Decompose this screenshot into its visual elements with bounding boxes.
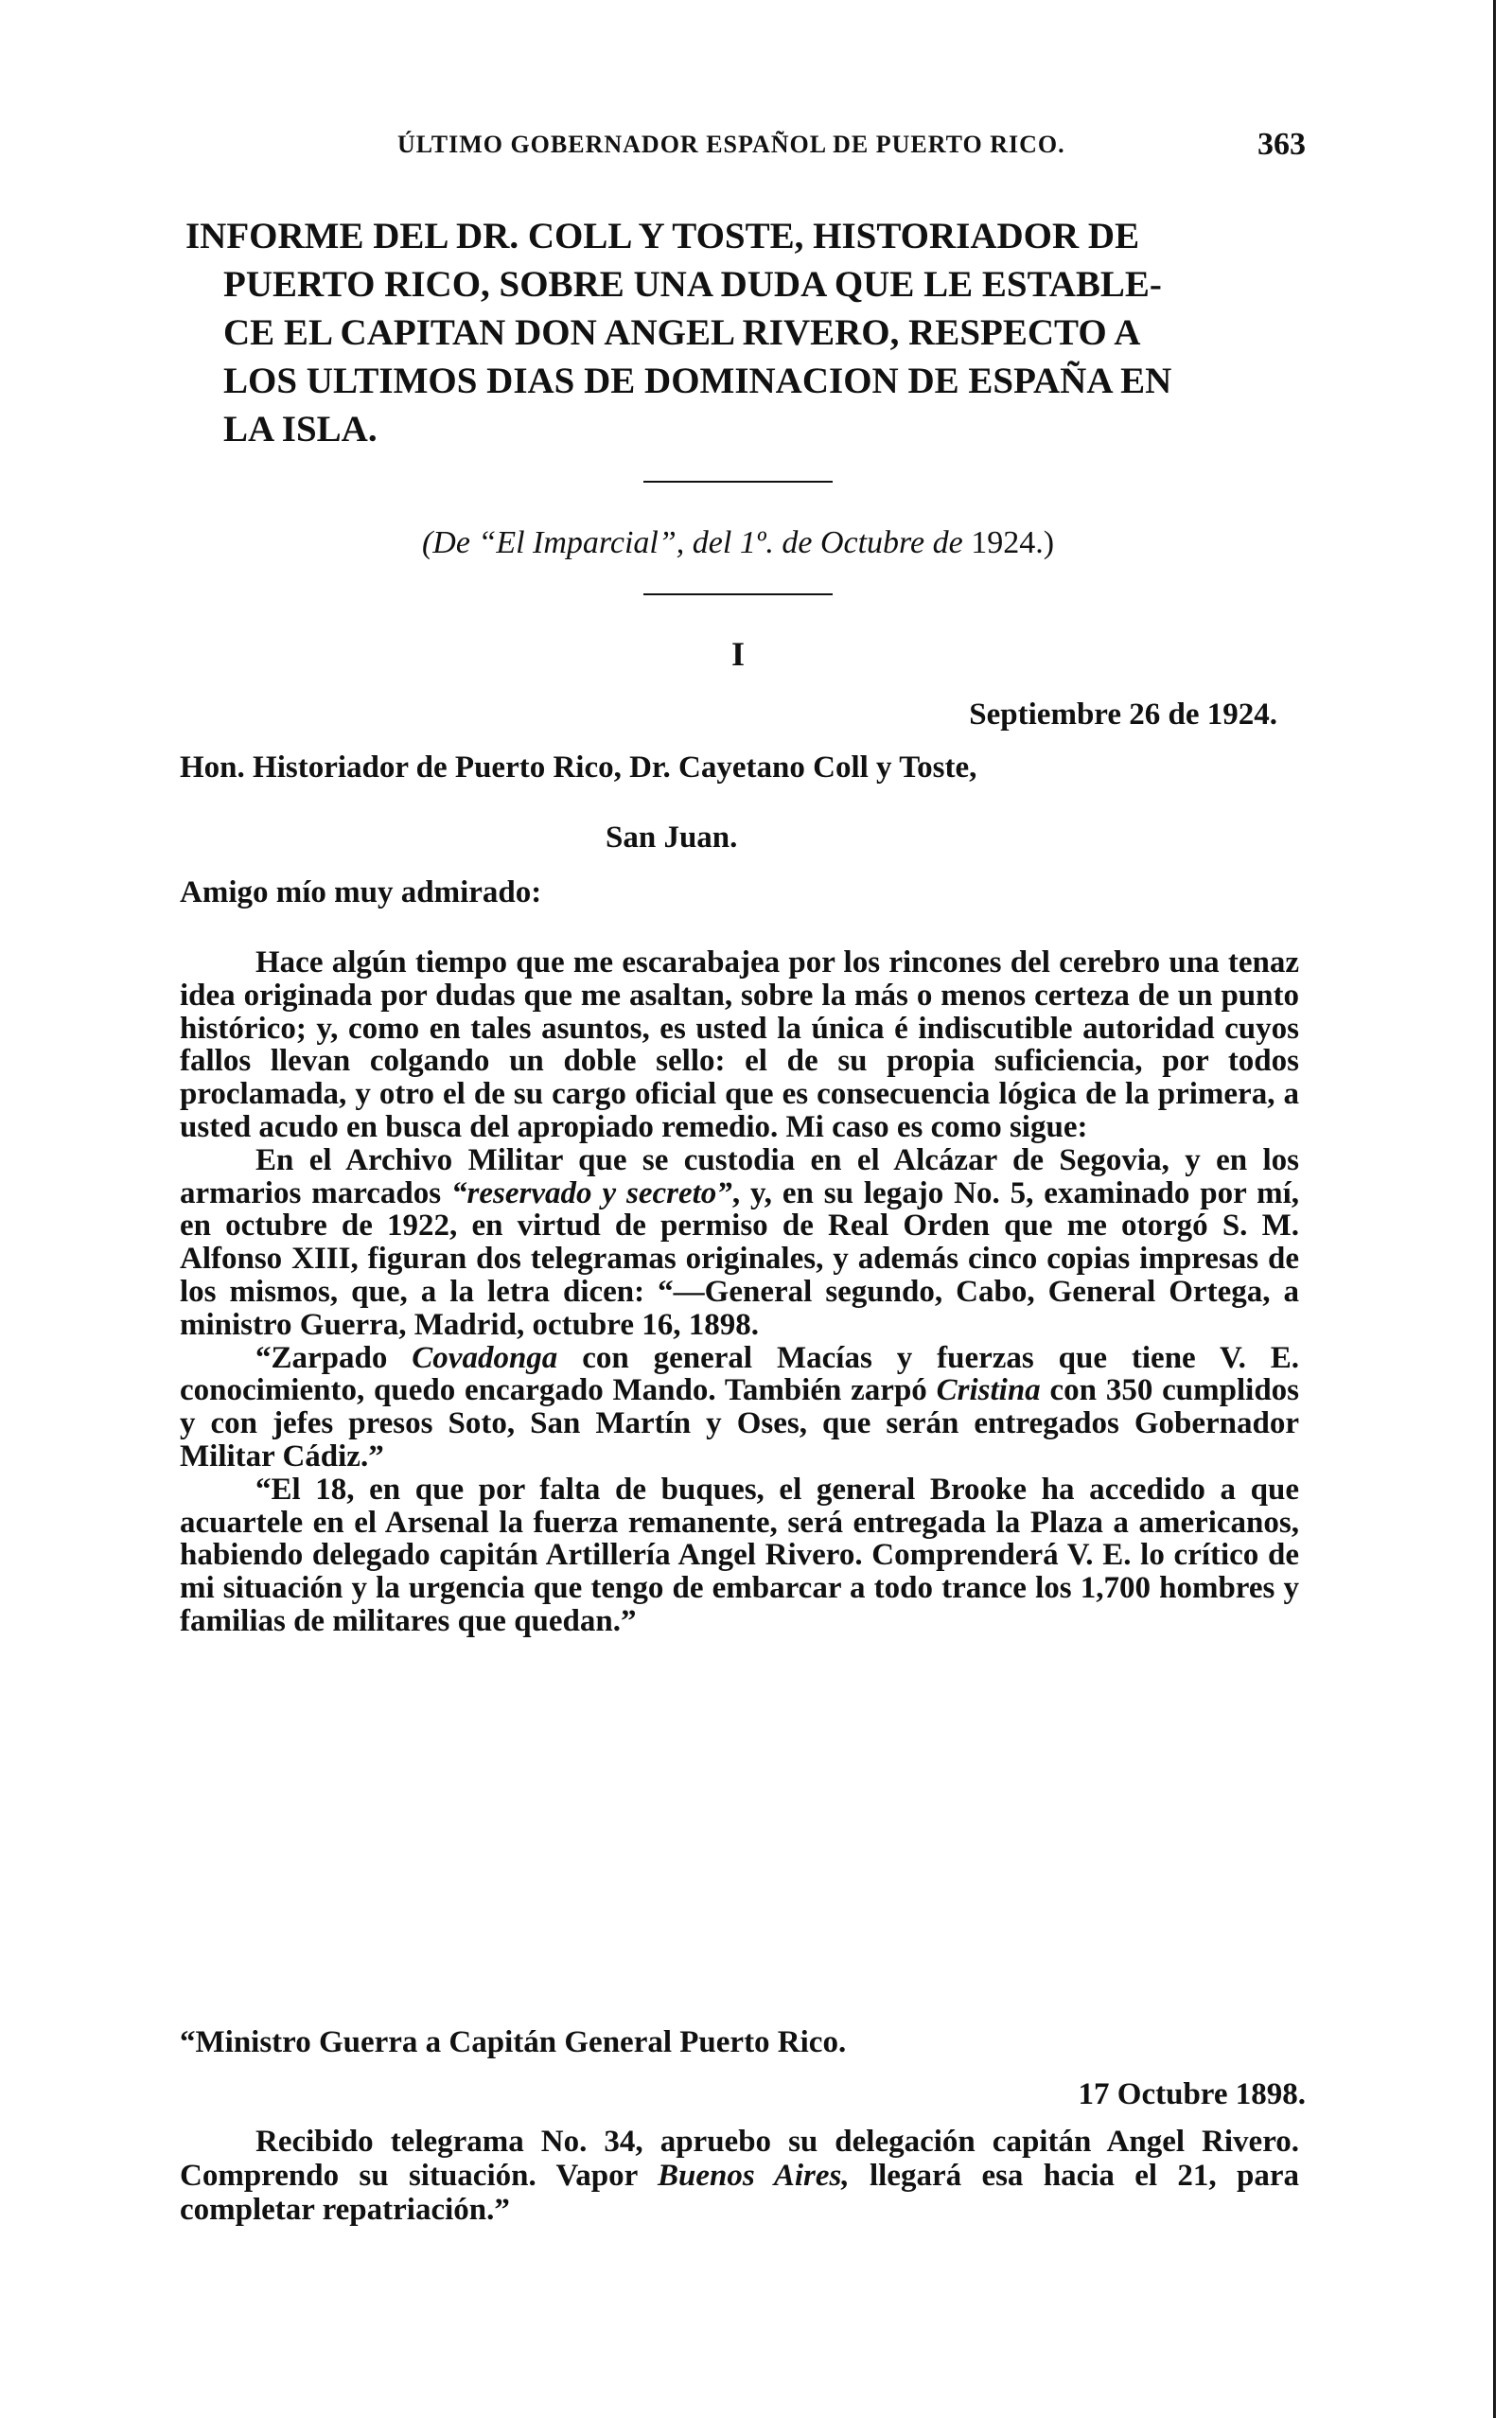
heading-line: INFORME DEL DR. COLL Y TOSTE, HISTORIADOR DE bbox=[185, 216, 1140, 256]
page-number: 363 bbox=[1257, 127, 1306, 162]
reservado-phrase: “reservado y secreto” bbox=[451, 1175, 732, 1210]
body-paragraph: “El 18, en que por falta de buques, el general Brooke ha accedido a que acuartele en el Arsenal la fuerza remanente, será entregada la Plaza a americanos, habiendo delegado capitán Artillería Angel Rivero. Comprenderá V. E. lo crítico de mi situación y la urgencia que tengo de embarcar a todo trance los 1,700 hombres y familias de militares que quedan.” bbox=[180, 1472, 1299, 1638]
telegram-date: 17 Octubre 1898. bbox=[1078, 2077, 1306, 2111]
letter-addressee: Hon. Historiador de Puerto Rico, Dr. Cayetano Coll y Toste, bbox=[180, 750, 977, 785]
source-line bbox=[170, 525, 1306, 561]
telegram-paragraph: Recibido telegrama No. 34, apruebo su delegación capitán Angel Rivero. Comprendo su situación. Vapor Buenos Aires, llegará esa hacia el 21, para completar repatriación.” bbox=[180, 2125, 1300, 2227]
body-paragraph: En el Archivo Militar que se custodia en el Alcázar de Segovia, y en los armarios marcados “reservado y secreto”, y, en su legajo No. 5, examinado por mí, en octubre de 1922, en virtud de permiso de Real Orden que me otorgó S. M. Alfonso XIII, figuran dos telegramas originales, y además cinco copias impresas de los mismos, que, a la letra dicen: “—General segundo, Cabo, General Ortega, a ministro Guerra, Madrid, octubre 16, 1898. bbox=[180, 1142, 1299, 1342]
source-year: 1924.) bbox=[971, 525, 1055, 560]
heading-rule bbox=[643, 481, 833, 483]
section-number: I bbox=[730, 635, 745, 673]
heading-line: LA ISLA. bbox=[223, 409, 378, 450]
telegram-header: “Ministro Guerra a Capitán General Puerto Rico. bbox=[180, 2025, 847, 2059]
body-paragraph: Hace algún tiempo que me escarabajea por los rincones del cerebro una tenaz idea originada por dudas que me asaltan, sobre la más o menos certeza de un punto histórico; y, como en tales asuntos, es usted la única é indiscutible autoridad cuyos fallos llevan colgando un doble sello: el de su propia suficiencia, por todos proclamada, y otro el de su cargo oficial que es consecuencia lógica de la primera, a usted acudo en busca del apropiado remedio. Mi caso es como sigue: bbox=[180, 945, 1299, 1144]
ship-name: Cristina bbox=[936, 1373, 1041, 1408]
letter-city: San Juan. bbox=[606, 821, 738, 855]
letter-body bbox=[180, 946, 1299, 1638]
article-heading bbox=[185, 212, 1292, 453]
body-paragraph: “Zarpado Covadonga con general Macías y fuerzas que tiene V. E. conocimiento, quedo encargado Mando. También zarpó Cristina con 350 cumplidos y con jefes presos Soto, San Martín y Oses, que serán entregados Gobernador Militar Cádiz.” bbox=[180, 1340, 1300, 1474]
telegram-body bbox=[180, 2125, 1299, 2227]
source-rule bbox=[643, 593, 833, 595]
letter-salutation: Amigo mío muy admirado: bbox=[180, 875, 542, 909]
ship-name: Buenos Aires, bbox=[658, 2159, 850, 2193]
letter-date: Septiembre 26 de 1924. bbox=[969, 697, 1277, 732]
heading-line: CE EL CAPITAN DON ANGEL RIVERO, RESPECTO A bbox=[223, 312, 1141, 353]
running-head-title: ÚLTIMO GOBERNADOR ESPAÑOL DE PUERTO RICO. bbox=[397, 131, 1065, 158]
page-edge-line bbox=[1493, 0, 1496, 2418]
running-head bbox=[170, 127, 1306, 172]
heading-line: PUERTO RICO, SOBRE UNA DUDA QUE LE ESTABLE- bbox=[223, 264, 1162, 305]
source-italic: (De “El Imparcial”, del 1º. de Octubre de bbox=[421, 525, 963, 560]
heading-line: LOS ULTIMOS DIAS DE DOMINACION DE ESPAÑA EN bbox=[223, 361, 1172, 401]
ship-name: Covadonga bbox=[412, 1340, 558, 1375]
